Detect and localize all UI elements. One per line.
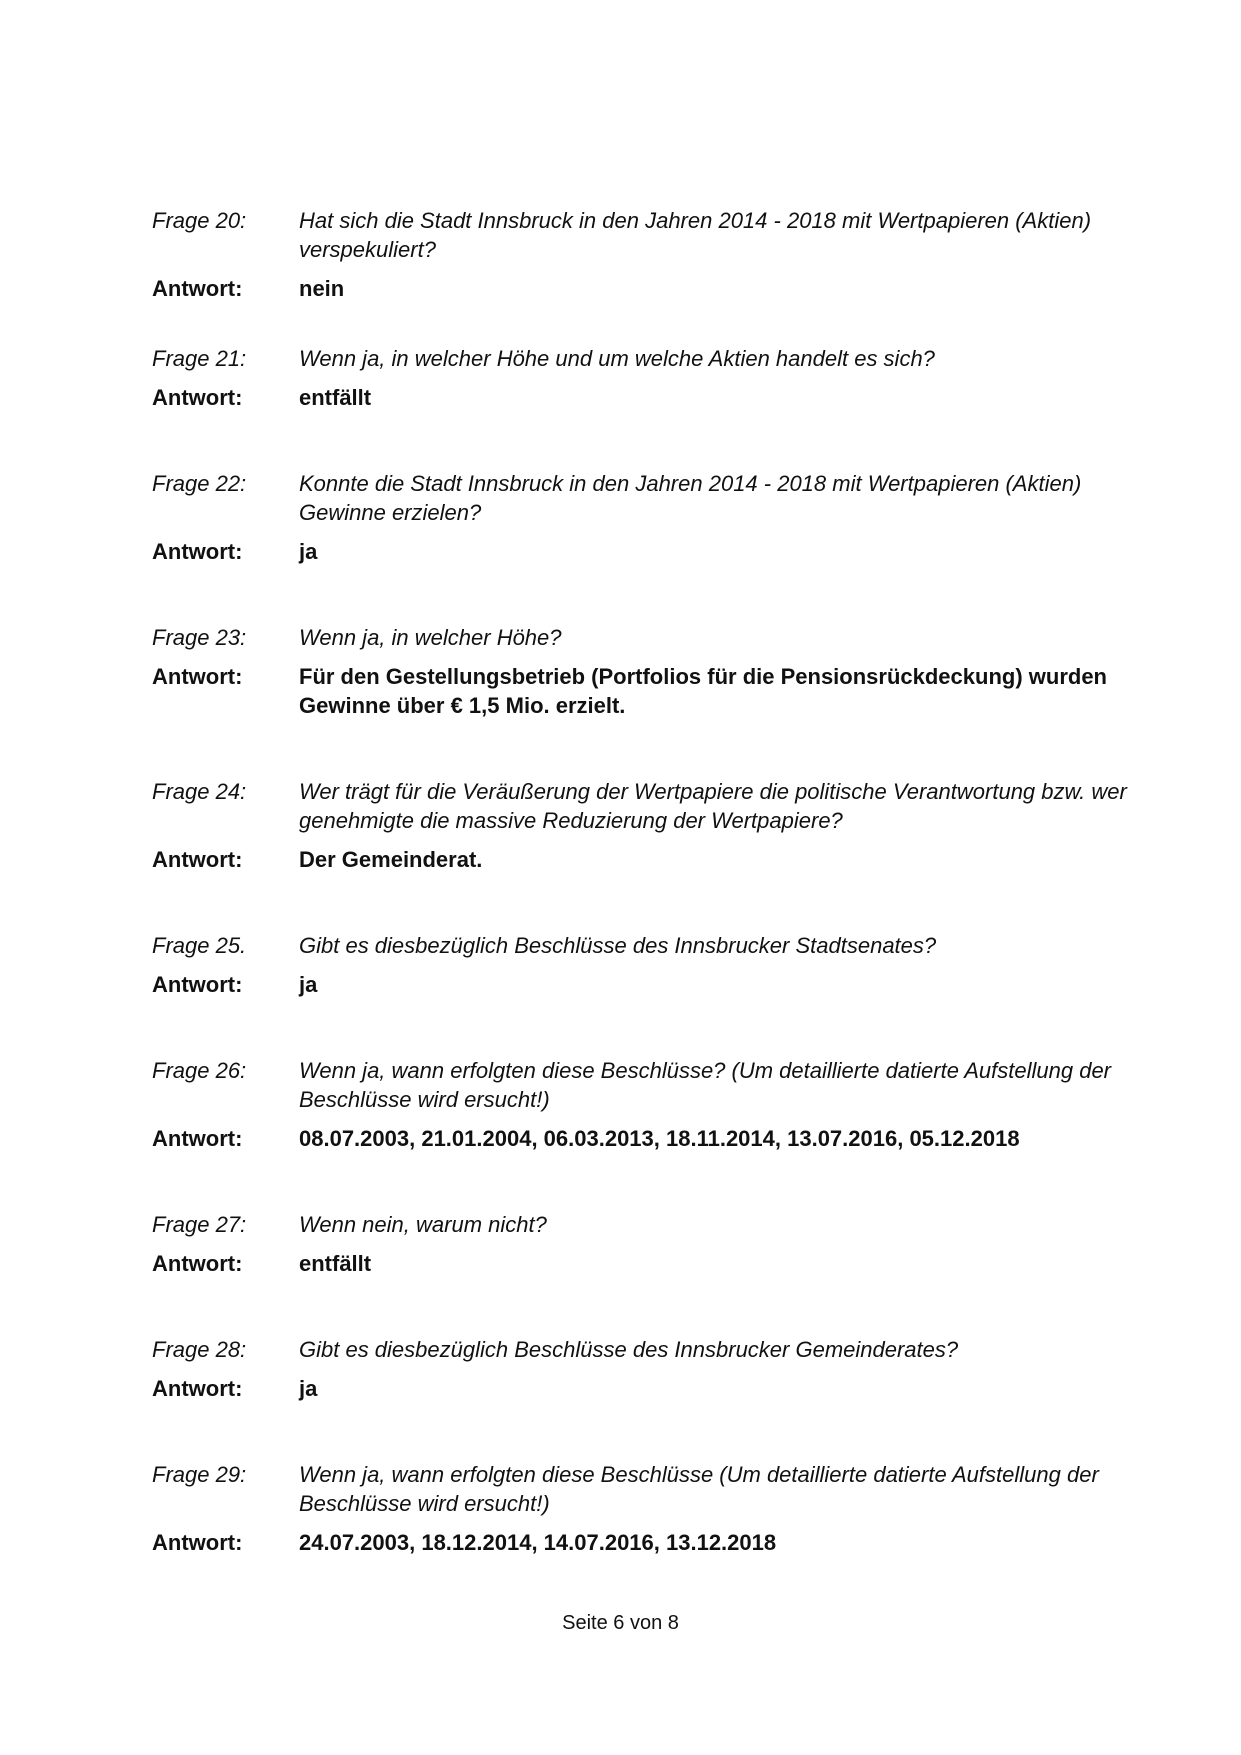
question-label: Frage 29: (152, 1462, 247, 1487)
answer-label: Antwort: (152, 1530, 243, 1555)
qa-item-20 (152, 206, 1142, 303)
question-row (152, 469, 1142, 527)
question-row (152, 206, 1142, 264)
answer-label: Antwort: (152, 1126, 243, 1151)
answer-row (152, 662, 1142, 720)
qa-item-24 (152, 777, 1142, 874)
answer-row (152, 970, 1142, 999)
answer-text: ja (299, 972, 318, 997)
answer-row (152, 845, 1142, 874)
answer-text: ja (299, 1376, 318, 1401)
answer-text: entfällt (299, 385, 372, 410)
qa-item-25 (152, 931, 1142, 999)
question-text: Gibt es diesbezüglich Beschlüsse des Innsbrucker Gemeinderates? (299, 1337, 959, 1362)
answer-row (152, 1374, 1142, 1403)
page-number: Seite 6 von 8 (562, 1612, 679, 1634)
answer-label: Antwort: (152, 385, 243, 410)
answer-row (152, 274, 1142, 303)
question-text: Gibt es diesbezüglich Beschlüsse des Innsbrucker Stadtsenates? (299, 933, 937, 958)
question-text: Wenn ja, wann erfolgten diese Beschlüsse? (Um detaillierte datierte Aufstellung der Beschlüsse wird ersucht!) (299, 1058, 1112, 1112)
answer-label: Antwort: (152, 1251, 243, 1276)
answer-label: Antwort: (152, 539, 243, 564)
qa-item-22 (152, 469, 1142, 566)
question-text: Wenn ja, in welcher Höhe und um welche Aktien handelt es sich? (299, 346, 935, 371)
qa-item-27 (152, 1210, 1142, 1278)
qa-item-29 (152, 1460, 1142, 1557)
question-label: Frage 28: (152, 1337, 247, 1362)
question-text: Wer trägt für die Veräußerung der Wertpapiere die politische Verantwortung bzw. wer genehmigte die massive Reduzierung der Wertpapiere? (299, 779, 1127, 833)
answer-row (152, 1528, 1142, 1557)
question-row (152, 1460, 1142, 1518)
question-text: Konnte die Stadt Innsbruck in den Jahren 2014 - 2018 mit Wertpapieren (Aktien) Gewinne erzielen? (299, 471, 1082, 525)
question-row (152, 931, 1142, 960)
question-label: Frage 20: (152, 208, 247, 233)
answer-text: Der Gemeinderat. (299, 847, 483, 872)
question-text: Wenn nein, warum nicht? (299, 1212, 547, 1237)
answer-text: ja (299, 539, 318, 564)
answer-label: Antwort: (152, 972, 243, 997)
answer-row (152, 1249, 1142, 1278)
qa-item-26 (152, 1056, 1142, 1153)
answer-label: Antwort: (152, 847, 243, 872)
question-row (152, 1335, 1142, 1364)
answer-row (152, 537, 1142, 566)
answer-text: Für den Gestellungsbetrieb (Portfolios für die Pensionsrückdeckung) wurden Gewinne über € 1,5 Mio. erzielt. (299, 664, 1107, 718)
question-row (152, 777, 1142, 835)
answer-label: Antwort: (152, 276, 243, 301)
question-label: Frage 22: (152, 471, 247, 496)
answer-row (152, 1124, 1142, 1153)
answer-text: 08.07.2003, 21.01.2004, 06.03.2013, 18.11.2014, 13.07.2016, 05.12.2018 (299, 1126, 1020, 1151)
answer-label: Antwort: (152, 664, 243, 689)
question-text: Wenn ja, wann erfolgten diese Beschlüsse (Um detaillierte datierte Aufstellung der Beschlüsse wird ersucht!) (299, 1462, 1099, 1516)
question-row (152, 344, 1142, 373)
qa-item-28 (152, 1335, 1142, 1403)
question-label: Frage 21: (152, 346, 247, 371)
question-row (152, 1210, 1142, 1239)
answer-text: nein (299, 276, 345, 301)
qa-item-21 (152, 344, 1142, 412)
question-text: Wenn ja, in welcher Höhe? (299, 625, 562, 650)
answer-row (152, 383, 1142, 412)
question-row (152, 1056, 1142, 1114)
answer-text: entfällt (299, 1251, 372, 1276)
question-label: Frage 24: (152, 779, 247, 804)
qa-item-23 (152, 623, 1142, 720)
question-text: Hat sich die Stadt Innsbruck in den Jahren 2014 - 2018 mit Wertpapieren (Aktien) verspekuliert? (299, 208, 1092, 262)
answer-text: 24.07.2003, 18.12.2014, 14.07.2016, 13.12.2018 (299, 1530, 777, 1555)
question-label: Frage 27: (152, 1212, 247, 1237)
question-label: Frage 23: (152, 625, 247, 650)
question-label: Frage 26: (152, 1058, 247, 1083)
answer-label: Antwort: (152, 1376, 243, 1401)
question-row (152, 623, 1142, 652)
question-label: Frage 25. (152, 933, 247, 958)
